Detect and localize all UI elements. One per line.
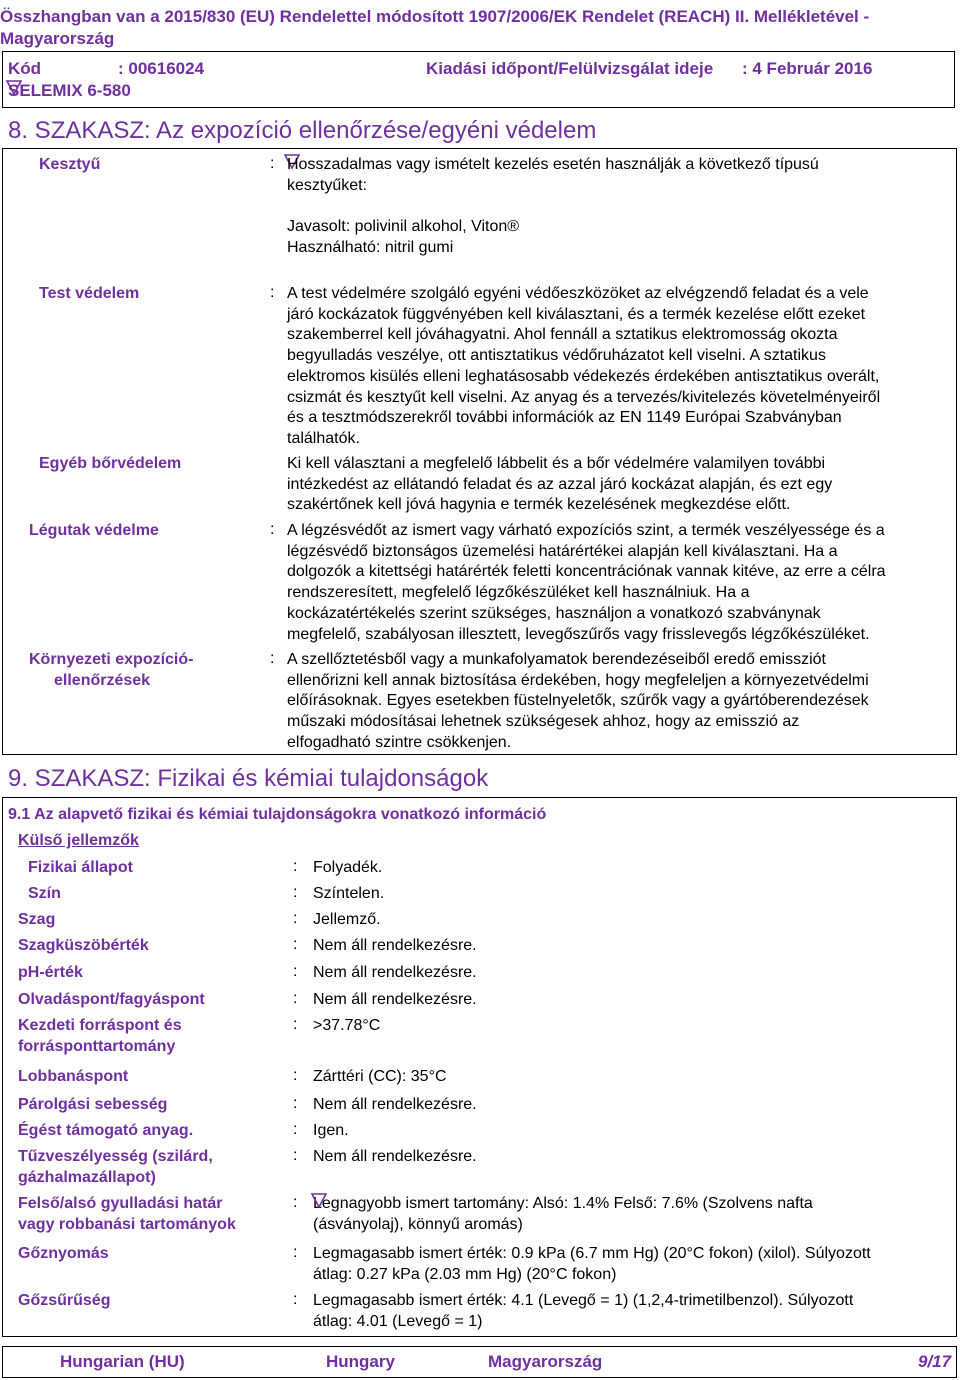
code-value: : 00616024 (118, 59, 205, 78)
section9-title: 9. SZAKASZ: Fizikai és kémiai tulajdonságok (8, 765, 489, 792)
date-label: Kiadási időpont/Felülvizsgálat ideje (426, 59, 714, 78)
change-marker-icon (6, 80, 22, 95)
gloves-label: Kesztyű (39, 156, 101, 173)
property-label: Fizikai állapot (28, 859, 133, 876)
text-line: és a tesztmódszerekről további információk az EN 1149 Európai Szabványban (287, 409, 842, 427)
property-value: Zárttéri (CC): 35°C (313, 1068, 447, 1085)
env-exposure-text (287, 650, 952, 754)
text-line: elektromos kisülés elleni leghatásosabb védekezés érdekében antisztatikus overált, (287, 367, 880, 385)
gloves-recommended: Javasolt: polivinil alkohol, Viton® (287, 218, 520, 235)
gloves-text: Hosszadalmas vagy ismételt kezelés esetén használják a következő típusú (287, 156, 819, 173)
text-line: A szellőztetésből vagy a munkafolyamatok berendezéseiből eredő emissziót (287, 651, 826, 668)
text-line: Ki kell választani a megfelelő lábbelit és a bőr védelmére valamilyen további (287, 455, 826, 472)
property-label: pH-érték (18, 964, 83, 981)
text-line: megfelelő, szabályosan illesztett, levegőszűrős vagy frisslevegős légzőkészüléket. (287, 625, 870, 643)
text-line: találhatók. (287, 429, 360, 447)
property-label: Szagküszöbérték (18, 937, 149, 954)
date-value: : 4 Február 2016 (742, 59, 873, 78)
property-value: Legmagasabb ismert érték: 4.1 (Levegő = 1) (1,2,4-trimetilbenzol). Súlyozott átlag: 4.01 (Levegő = 1) (313, 1292, 854, 1330)
section8-title: 8. SZAKASZ: Az expozíció ellenőrzése/egyéni védelem (8, 117, 597, 144)
text-line: műszaki módosításai lehetnek szükségesek ahhoz, hogy az emisszió az (287, 713, 800, 731)
text-line: A légzésvédőt az ismert vagy várható expozíciós szint, a termék veszélyessége és a (287, 522, 885, 539)
respiratory-label: Légutak védelme (29, 522, 159, 539)
body-protection-text (287, 284, 952, 450)
property-label: Szag (18, 911, 56, 928)
property-label: Szín (28, 885, 61, 902)
text-line: járó kockázatok függvényében kell kiválasztani, és a termék kezelése előtt ezeket (287, 305, 866, 323)
gloves-usable: Használható: nitril gumi (287, 238, 454, 256)
text-line: begyulladás veszélye, ott antisztatikus védőruházatot kell viselni. A sztatikus (287, 347, 826, 365)
text-line: szakértőnek kell jóvá hagynia e termék kezelésének megkezdése előtt. (287, 496, 791, 514)
body-protection-label: Test védelem (39, 285, 140, 302)
text-line: kockázatértékelés szerint szükséges, használjon a vonatkozó szabványnak (287, 604, 821, 622)
property-value: Nem áll rendelkezésre. (313, 937, 477, 954)
property-label: Gőzsűrűség (18, 1292, 111, 1309)
env-exposure-label: Környezeti expozíció- ellenőrzések (29, 651, 194, 689)
text-line: dolgozók a kitettségi határérték feletti koncentrációnak vannak kitéve, az erre a célra (287, 563, 886, 581)
property-value: Jellemző. (313, 911, 381, 928)
property-label: Kezdeti forráspont és forrásponttartomány (18, 1017, 182, 1055)
page-number: 9/17 (918, 1352, 952, 1371)
text-line: előírásoknak. Egyes esetekben füstelnyeletők, szűrők vagy a gyártóberendezések (287, 692, 869, 710)
property-value: >37.78°C (313, 1017, 381, 1034)
change-marker-icon (311, 1193, 327, 1208)
property-label: Lobbanáspont (18, 1068, 129, 1085)
property-value: Legnagyobb ismert tartomány: Alsó: 1.4% Felső: 7.6% (Szolvens nafta (ásványolaj), könnyű aromás) (313, 1195, 813, 1233)
skin-protection-label: Egyéb bőrvédelem (39, 455, 182, 472)
text-line: intézkedést az ellátandó feladat és az azzal járó kockázat alapján, és ezt egy (287, 475, 833, 493)
property-value: Igen. (313, 1122, 349, 1139)
text-line: szakemberrel kell jóváhagyatni. Ahol fennáll a sztatikus elektromosság okozta (287, 326, 838, 344)
footer-country: Hungary (326, 1352, 395, 1371)
document-title: Összhangban van a 2015/830 (EU) Rendelettel módosított 1907/2006/EK Rendelet (REACH) II. Mellékletével - Magyarország (0, 7, 870, 48)
property-value: Legmagasabb ismert érték: 0.9 kPa (6.7 mm Hg) (20°C fokon) (xilol). Súlyozott átlag: 0.27 kPa (2.03 mm Hg) (20°C fokon) (313, 1245, 871, 1283)
text-line: rendszeresített, megfelelő légzőkészüléket kell használniuk. Ha a (287, 584, 750, 602)
footer-region: Magyarország (488, 1352, 603, 1371)
property-label: Párolgási sebesség (18, 1096, 168, 1113)
appearance-group: Külső jellemzők (18, 832, 139, 849)
text-line: ellenőrizni kell annak biztosítása érdekében, hogy megfeleljen a környezetvédelmi (287, 671, 869, 689)
property-label: Tűzveszélyesség (szilárd, gázhalmazállapot) (18, 1148, 213, 1186)
property-label: Olvadáspont/fagyáspont (18, 991, 205, 1008)
product-name: SELEMIX 6-580 (8, 81, 131, 100)
respiratory-text (287, 521, 952, 645)
property-value: Nem áll rendelkezésre. (313, 964, 477, 981)
property-value: Folyadék. (313, 859, 383, 876)
text-line: csizmát és kesztyűt kell viselni. Az anyag és a tervezés/kivitelezés követelményeiről (287, 388, 881, 406)
property-label: Gőznyomás (18, 1245, 109, 1262)
property-value: Színtelen. (313, 885, 385, 902)
text-line: légzésvédő biztonságos üzemelési határértékei alapján kell kiválasztani. Ha a (287, 542, 838, 560)
code-label: Kód (8, 59, 42, 78)
skin-protection-text (287, 454, 952, 516)
property-label: Felső/alsó gyulladási határ vagy robbanási tartományok (18, 1195, 236, 1233)
footer-language: Hungarian (HU) (60, 1352, 185, 1371)
text-line: elfogadható szintre csökkenjen. (287, 733, 512, 751)
text-line: A test védelmére szolgáló egyéni védőeszközöket az elvégzendő feladat és a vele (287, 285, 869, 302)
property-value: Nem áll rendelkezésre. (313, 1148, 477, 1165)
gloves-text: kesztyűket: (287, 176, 368, 194)
property-value: Nem áll rendelkezésre. (313, 991, 477, 1008)
property-label: Égést támogató anyag. (18, 1122, 194, 1139)
property-value: Nem áll rendelkezésre. (313, 1096, 477, 1113)
section9-subtitle: 9.1 Az alapvető fizikai és kémiai tulajdonságokra vonatkozó információ (8, 806, 547, 823)
